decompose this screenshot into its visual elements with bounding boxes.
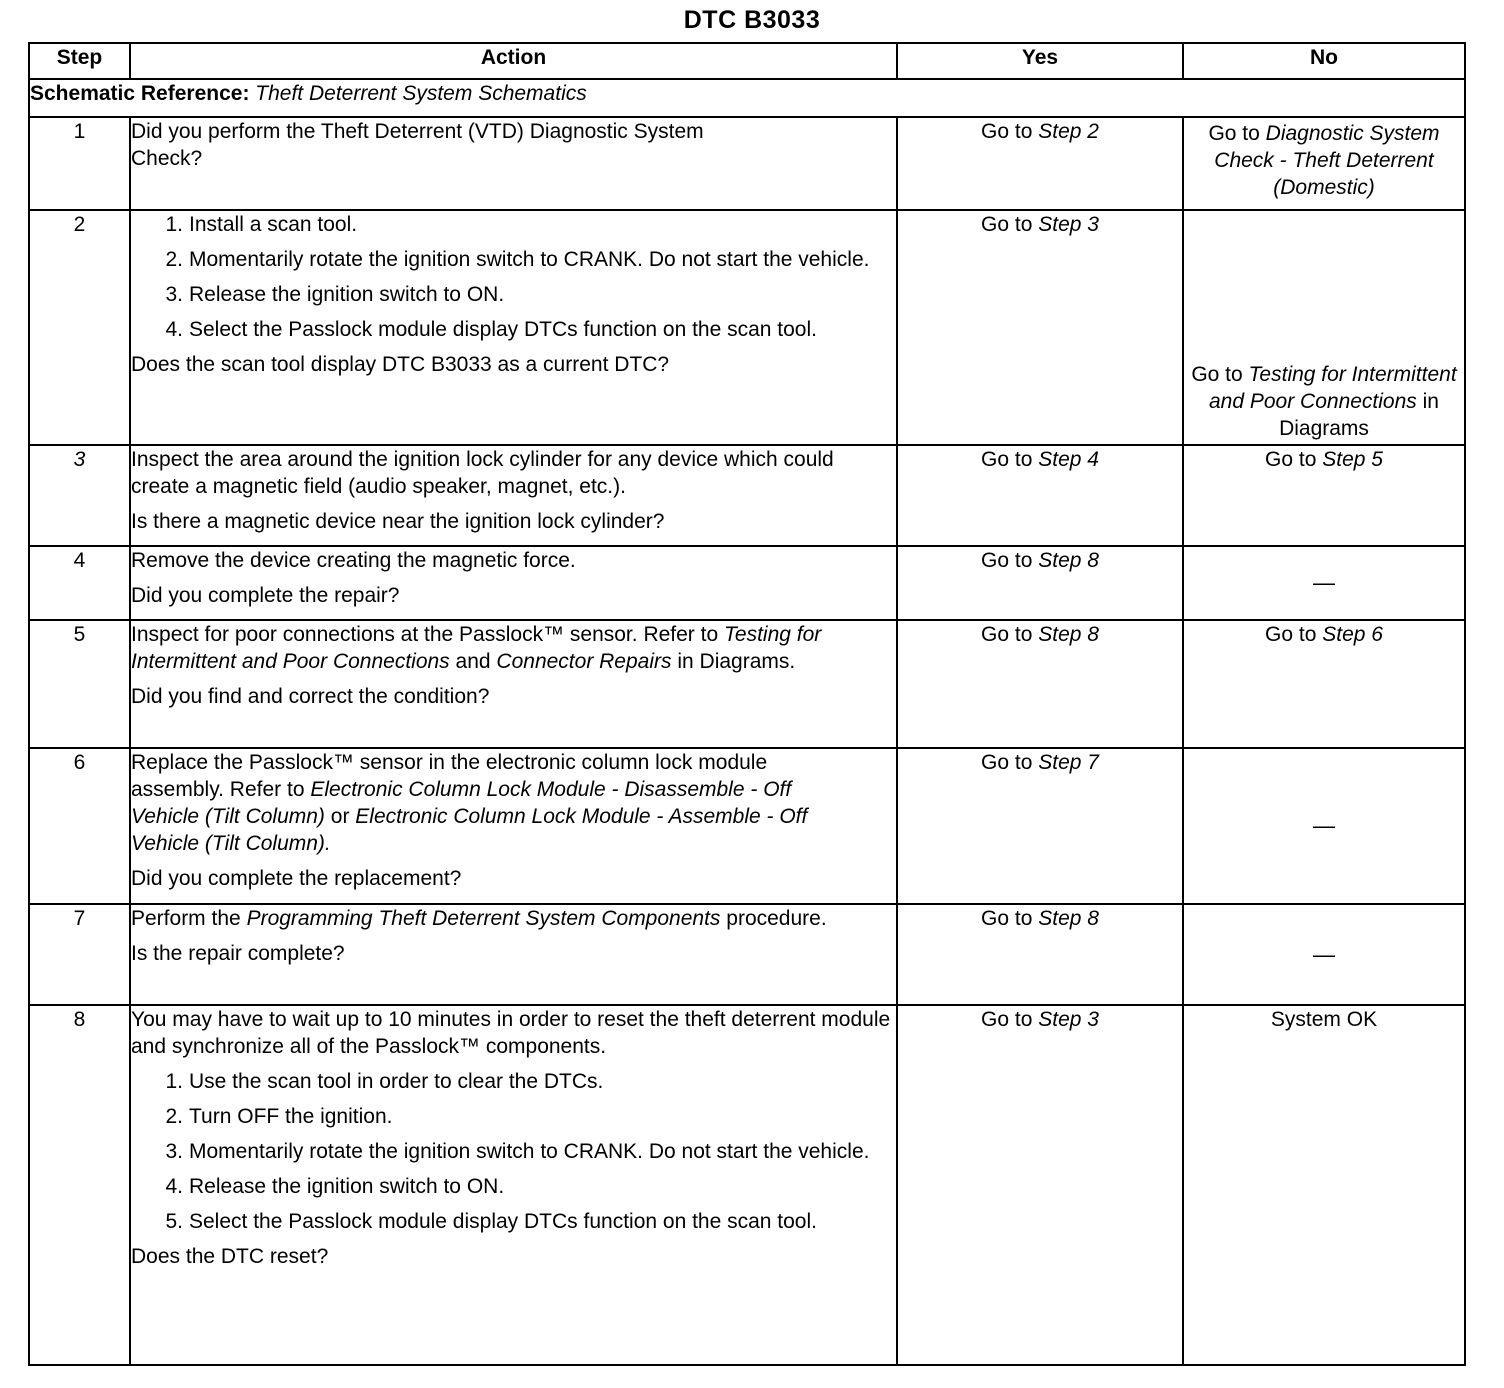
table-row [29,904,1465,1005]
goto-link[interactable]: Step 6 [1322,623,1383,646]
reference-link[interactable]: Programming Theft Deterrent System Components [246,907,721,930]
action-question: Does the scan tool display DTC B3033 as a current DTC? [131,353,670,376]
no-cell [1183,546,1465,620]
step-number: 4 [29,546,130,620]
goto-link[interactable]: Diagnostic System Check - Theft Deterrent (Domestic) [1214,122,1440,199]
action-text: Inspect for poor connections at the Passlock™ sensor. Refer to Testing for Intermittent and Poor Connections and Connector Repairs in Diagrams. [131,623,822,673]
yes-cell [897,620,1183,748]
goto-link[interactable]: Step 5 [1322,448,1383,471]
reference-link[interactable]: Electronic Column Lock Module - Assemble - Off Vehicle (Tilt Column). [131,805,808,855]
yes-cell [897,904,1183,1005]
goto-prefix: Go to [1208,122,1260,145]
header-action: Action [130,43,897,79]
list-item: 4 . Release the ignition switch to ON. [153,1173,896,1200]
table-row [29,1005,1465,1365]
goto-prefix: Go to [981,751,1033,774]
action-question: Does the DTC reset? [131,1245,329,1268]
goto-link[interactable]: Step 8 [1038,907,1099,930]
goto-link[interactable]: Step 4 [1038,448,1099,471]
yes-cell [897,445,1183,546]
action-cell [130,210,897,445]
list-item: 1 . Use the scan tool in order to clear the DTCs. [153,1068,896,1095]
yes-cell [897,1005,1183,1365]
no-cell [1183,748,1465,904]
result-text: System OK [1270,1008,1378,1031]
action-question: Did you find and correct the condition? [131,685,490,708]
step-number: 2 [29,210,130,445]
no-cell [1183,117,1465,210]
header-step: Step [29,43,130,79]
no-cell [1183,445,1465,546]
action-text: Replace the Passlock™ sensor in the electronic column lock module assembly. Refer to Electronic Column Lock Module - Disassemble - Off Vehicle (Tilt Column) or Electronic Column Lock Module - Assemble - Off Vehicle (Tilt Column). [131,751,808,855]
table-row [29,117,1465,210]
not-applicable-dash: — [1313,941,1335,967]
list-item: 5 . Select the Passlock module display DTCs function on the scan tool. [153,1208,896,1235]
action-text: Inspect the area around the ignition lock cylinder for any device which could create a magnetic field (audio speaker, magnet, etc.). [131,448,834,498]
goto-prefix: Go to [981,907,1033,930]
schematic-row [29,79,1465,117]
action-cell [130,620,897,748]
goto-prefix: Go to [981,623,1033,646]
list-item: 1 . Install a scan tool. [153,211,896,238]
schematic-link[interactable]: Theft Deterrent System Schematics [255,82,587,105]
action-question: Is there a magnetic device near the ignition lock cylinder? [131,510,665,533]
yes-cell [897,117,1183,210]
action-cell [130,546,897,620]
table-row [29,620,1465,748]
goto-prefix: Go to [1191,363,1243,386]
table-row [29,445,1465,546]
schematic-reference [29,79,1465,117]
step-number: 7 [29,904,130,1005]
instruction-list [131,1068,896,1235]
goto-link[interactable]: Step 2 [1038,120,1099,143]
table-row [29,546,1465,620]
list-item: 2 . Momentarily rotate the ignition switch to CRANK. Do not start the vehicle. [153,246,896,273]
goto-link[interactable]: Step 3 [1038,1008,1099,1031]
goto-link[interactable]: Step 7 [1038,751,1099,774]
action-question: Is the repair complete? [131,942,345,965]
goto-link[interactable]: Step 8 [1038,549,1099,572]
no-cell [1183,904,1465,1005]
schematic-label: Schematic Reference: [30,82,250,105]
header-yes: Yes [897,43,1183,79]
goto-prefix: Go to [981,549,1033,572]
action-cell [130,748,897,904]
list-item: 2 . Turn OFF the ignition. [153,1103,896,1130]
step-number: 1 [29,117,130,210]
step-number: 8 [29,1005,130,1365]
goto-prefix: Go to [981,448,1033,471]
reference-link[interactable]: Testing for Intermittent and Poor Connections [131,623,822,673]
header-row [29,43,1465,79]
header-no: No [1183,43,1465,79]
reference-link[interactable]: Electronic Column Lock Module - Disassemble - Off Vehicle (Tilt Column) [131,778,792,828]
action-question: Did you complete the replacement? [131,867,462,890]
list-item: 3 . Release the ignition switch to ON. [153,281,896,308]
table-row [29,210,1465,445]
goto-prefix: Go to [981,213,1033,236]
reference-link[interactable]: Connector Repairs [496,650,672,673]
yes-cell [897,210,1183,445]
step-number: 5 [29,620,130,748]
list-item: 3 . Momentarily rotate the ignition switch to CRANK. Do not start the vehicle. [153,1138,896,1165]
goto-link[interactable]: Step 8 [1038,623,1099,646]
no-cell [1183,1005,1465,1365]
goto-link[interactable]: Testing for Intermittent and Poor Connections [1208,363,1457,413]
action-text: Remove the device creating the magnetic force. [131,549,576,572]
table-row [29,748,1465,904]
action-cell [130,1005,897,1365]
not-applicable-dash: — [1313,570,1335,595]
goto-prefix: Go to [981,1008,1033,1031]
not-applicable-dash: — [1313,813,1335,838]
goto-prefix: Go to [1265,623,1317,646]
action-text: Perform the Programming Theft Deterrent System Components procedure. [131,907,827,930]
yes-cell [897,748,1183,904]
no-cell [1183,620,1465,748]
step-number: 3 [29,445,130,546]
no-cell [1183,210,1465,445]
instruction-list [131,211,896,343]
action-text: You may have to wait up to 10 minutes in order to reset the theft deterrent module and synchronize all of the Passlock™ components. [131,1008,891,1058]
yes-cell [897,546,1183,620]
goto-link[interactable]: Step 3 [1038,213,1099,236]
goto-prefix: Go to [1265,448,1317,471]
action-question: Did you complete the repair? [131,584,400,607]
page-title: DTC B3033 [683,6,821,34]
diagnostic-table [28,42,1466,1366]
list-item: 4 . Select the Passlock module display DTCs function on the scan tool. [153,316,896,343]
action-cell [130,904,897,1005]
action-cell [130,117,897,210]
goto-prefix: Go to [981,120,1033,143]
goto-suffix: in Diagrams [1279,390,1439,440]
step-number: 6 [29,748,130,904]
action-question: Did you perform the Theft Deterrent (VTD) Diagnostic System Check? [131,120,704,170]
action-cell [130,445,897,546]
